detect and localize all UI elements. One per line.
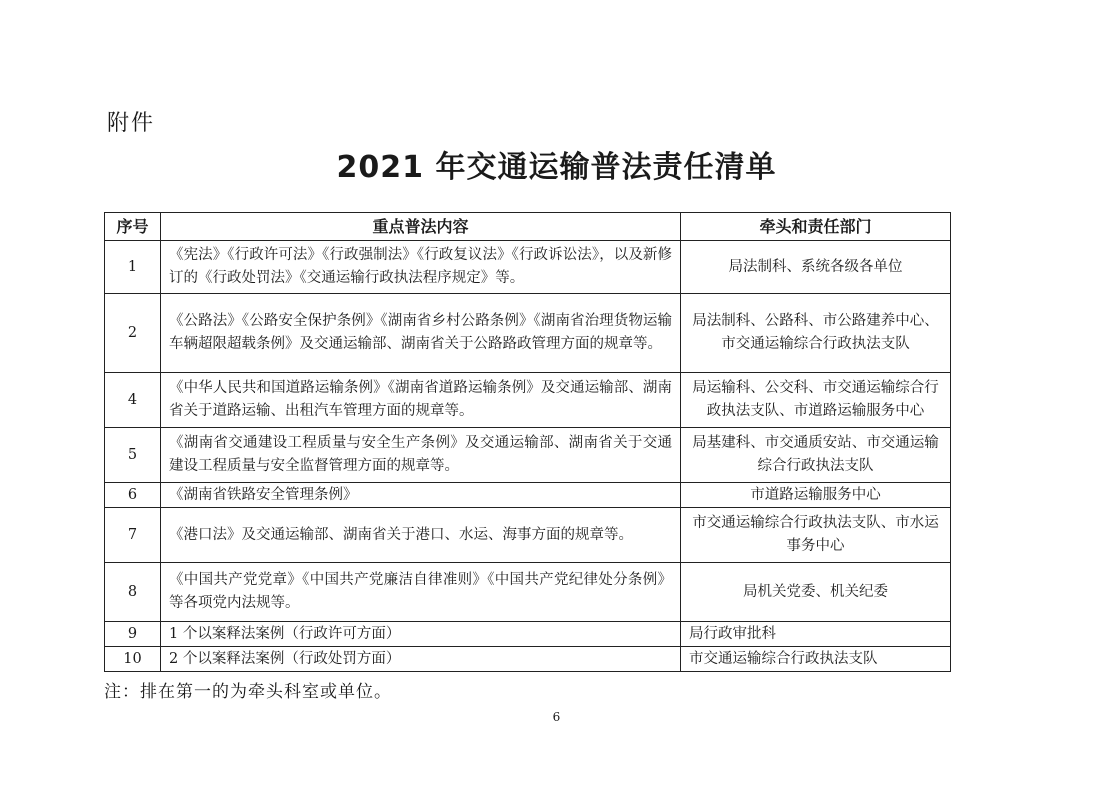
header-content: 重点普法内容 xyxy=(161,213,681,241)
row-department: 市交通运输综合行政执法支队、市水运事务中心 xyxy=(681,508,951,563)
row-content: 《宪法》《行政许可法》《行政强制法》《行政复议法》《行政诉讼法》，以及新修订的《行政处罚法》《交通运输行政执法程序规定》等。 xyxy=(161,241,681,294)
table-row xyxy=(105,483,951,508)
header-serial-number: 序号 xyxy=(105,213,161,241)
row-content: 《湖南省交通建设工程质量与安全生产条例》及交通运输部、湖南省关于交通建设工程质量与安全监督管理方面的规章等。 xyxy=(161,428,681,483)
row-number: 2 xyxy=(105,294,161,373)
row-number: 10 xyxy=(105,647,161,672)
row-content: 1 个以案释法案例（行政许可方面） xyxy=(161,622,681,647)
table-row xyxy=(105,428,951,483)
row-department: 市交通运输综合行政执法支队 xyxy=(681,647,951,672)
row-number: 1 xyxy=(105,241,161,294)
attachment-label: 附件 xyxy=(107,111,156,136)
row-number: 4 xyxy=(105,373,161,428)
header-department: 牵头和责任部门 xyxy=(681,213,951,241)
row-department: 局机关党委、机关纪委 xyxy=(681,563,951,622)
row-department: 局运输科、公交科、市交通运输综合行政执法支队、市道路运输服务中心 xyxy=(681,373,951,428)
row-number: 8 xyxy=(105,563,161,622)
row-number: 6 xyxy=(105,483,161,508)
row-content: 《中国共产党党章》《中国共产党廉洁自律准则》《中国共产党纪律处分条例》等各项党内法规等。 xyxy=(161,563,681,622)
table-header-row xyxy=(105,213,951,241)
table-row xyxy=(105,508,951,563)
row-number: 5 xyxy=(105,428,161,483)
table-row xyxy=(105,563,951,622)
document-title: 2021 年交通运输普法责任清单 xyxy=(336,150,777,185)
row-department: 局法制科、系统各级各单位 xyxy=(681,241,951,294)
responsibility-table xyxy=(104,212,951,672)
row-content: 《湖南省铁路安全管理条例》 xyxy=(161,483,681,508)
page-number: 6 xyxy=(552,710,561,724)
row-department: 局基建科、市交通质安站、市交通运输综合行政执法支队 xyxy=(681,428,951,483)
table-row xyxy=(105,294,951,373)
row-content: 《中华人民共和国道路运输条例》《湖南省道路运输条例》及交通运输部、湖南省关于道路运输、出租汽车管理方面的规章等。 xyxy=(161,373,681,428)
row-content: 2 个以案释法案例（行政处罚方面） xyxy=(161,647,681,672)
table-row xyxy=(105,241,951,294)
table-row xyxy=(105,622,951,647)
table-row xyxy=(105,647,951,672)
row-content: 《港口法》及交通运输部、湖南省关于港口、水运、海事方面的规章等。 xyxy=(161,508,681,563)
row-content: 《公路法》《公路安全保护条例》《湖南省乡村公路条例》《湖南省治理货物运输车辆超限超载条例》及交通运输部、湖南省关于公路路政管理方面的规章等。 xyxy=(161,294,681,373)
row-department: 市道路运输服务中心 xyxy=(681,483,951,508)
row-number: 9 xyxy=(105,622,161,647)
footnote: 注：排在第一的为牵头科室或单位。 xyxy=(104,682,392,702)
row-department: 局行政审批科 xyxy=(681,622,951,647)
row-number: 7 xyxy=(105,508,161,563)
table-row xyxy=(105,373,951,428)
row-department: 局法制科、公路科、市公路建养中心、市交通运输综合行政执法支队 xyxy=(681,294,951,373)
